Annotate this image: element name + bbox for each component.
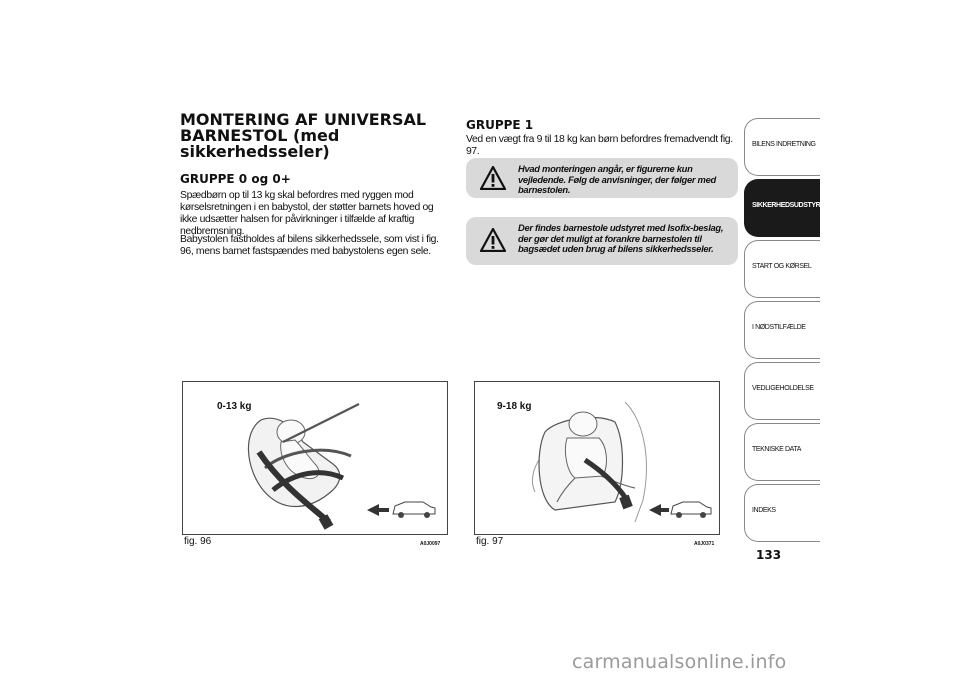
fig96-caption: fig. 96 bbox=[184, 536, 212, 547]
warning-box-1 bbox=[466, 158, 738, 198]
watermark: carmanualsonline.info bbox=[572, 651, 787, 673]
tab-label: START OG KØRSEL bbox=[752, 263, 812, 270]
tab-i-nodstilfaelde[interactable] bbox=[744, 301, 820, 359]
group-0-heading: GRUPPE 0 og 0+ bbox=[180, 172, 291, 186]
tab-vedligeholdelse[interactable] bbox=[744, 362, 820, 420]
fig96-code: A0J0097 bbox=[420, 541, 441, 547]
tab-label: BILENS INDRETNING bbox=[752, 141, 816, 148]
tab-sikkerhedsudstyr[interactable] bbox=[744, 179, 820, 237]
warning-box-2 bbox=[466, 217, 738, 265]
page-number: 133 bbox=[756, 548, 782, 562]
warning-text-2: Der findes barnestole udstyret med Isofix-beslag, der gør det muligt at forankre barnestolen til bagsædet uden brug af bilens sikkerhedsseler. bbox=[518, 222, 724, 254]
tab-label: SIKKERHEDSUDSTYR bbox=[752, 202, 821, 209]
tab-bilens-indretning[interactable] bbox=[744, 118, 820, 176]
group-0-paragraph-2: Babystolen fastholdes af bilens sikkerhedssele, som vist i fig. 96, mens barnet fastspændes med babystolens egen sele. bbox=[180, 234, 439, 257]
tab-label: TEKNISKE DATA bbox=[752, 446, 801, 453]
figure-96 bbox=[182, 381, 448, 535]
section-title: MONTERING AF UNIVERSAL BARNESTOL (med sikkerhedsseler) bbox=[180, 110, 427, 161]
tab-label: VEDLIGEHOLDELSE bbox=[752, 385, 814, 392]
group-0-paragraph-1: Spædbørn op til 13 kg skal befordres med ryggen mod kørselsretningen i en babystol, der støtter barnets hoved og ikke udsætter halsen for påvirkninger i tilfælde af kraftig nedbremsning. bbox=[180, 190, 434, 237]
warning-triangle-icon bbox=[480, 228, 506, 252]
infant-seat-illustration bbox=[183, 382, 447, 534]
tab-label: I NØDSTILFÆLDE bbox=[752, 324, 806, 331]
fig97-weight-label: 9-18 kg bbox=[497, 401, 532, 412]
tab-tekniske-data[interactable] bbox=[744, 423, 820, 481]
group-1-paragraph: Ved en vægt fra 9 til 18 kg kan børn befordres fremadvendt fig. 97. bbox=[466, 134, 733, 157]
tab-indeks[interactable] bbox=[744, 484, 820, 542]
fig97-caption: fig. 97 bbox=[476, 536, 504, 547]
tab-start-og-korsel[interactable] bbox=[744, 240, 820, 298]
warning-triangle-icon bbox=[480, 166, 506, 190]
child-seat-illustration bbox=[475, 382, 719, 534]
warning-text-1: Hvad monteringen angår, er figurerne kun vejledende. Følg de anvisninger, der følger med barnestolen. bbox=[518, 163, 716, 195]
fig97-code: A0J0371 bbox=[694, 541, 715, 547]
tab-label: INDEKS bbox=[752, 507, 776, 514]
figure-97 bbox=[474, 381, 720, 535]
group-1-heading: GRUPPE 1 bbox=[466, 118, 534, 132]
fig96-weight-label: 0-13 kg bbox=[217, 401, 252, 412]
